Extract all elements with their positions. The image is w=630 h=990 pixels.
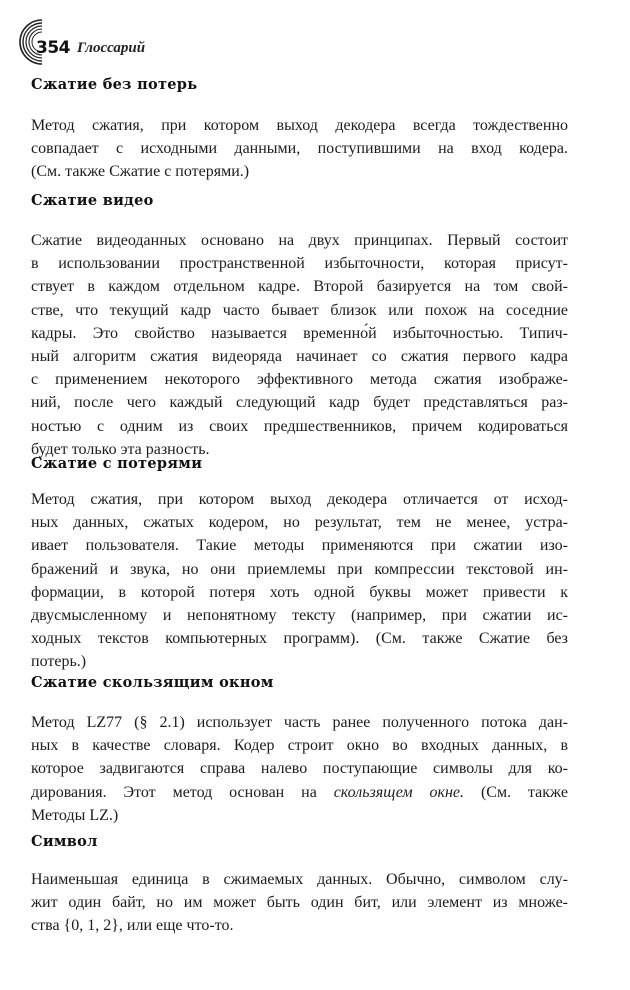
definition-line: (См. также Сжатие с потерями.) — [31, 163, 250, 181]
definition-line: Метод LZ77 (§ 2.1) использует часть ранее полученного потока дан- — [31, 714, 568, 731]
glossary-term: Сжатие без потерь — [31, 76, 198, 93]
definition-line: Наименьшая единица в сжимаемых данных. Обычно, символом слу- — [31, 871, 568, 888]
running-title: Глоссарий — [77, 40, 146, 56]
glossary-definition — [31, 114, 568, 184]
glossary-definition — [31, 488, 568, 674]
glossary-definition — [31, 868, 568, 938]
definition-text: (См. также — [464, 783, 568, 801]
glossary-term: Сжатие с потерями — [31, 455, 203, 472]
definition-line: Метод сжатия, при котором выход декодера отличается от исход- — [31, 491, 568, 508]
definition-line: потерь.) — [31, 653, 87, 671]
definition-line: будет только эта разность. — [31, 440, 210, 458]
definition-line: ствует в каждом отдельном кадре. Второй базируется на том свой- — [31, 278, 568, 296]
definition-line: формации, в которой потеря хоть одной буквы может привести к — [31, 583, 568, 601]
definition-line: жит один байт, но им может быть один бит, или элемент из множе- — [31, 894, 568, 912]
running-head — [12, 14, 612, 68]
page-number: 354 — [36, 38, 70, 58]
definition-line: ний, после чего каждый следующий кадр будет представляться раз- — [31, 394, 568, 412]
definition-line: в использовании пространственной избыточности, которая присут- — [31, 255, 568, 273]
definition-line: Сжатие видеоданных основано на двух принципах. Первый состоит — [31, 232, 568, 249]
definition-line: совпадает с исходными данными, поступившими на вход кодера. — [31, 140, 568, 158]
definition-line: ностью с одним из своих предшественников, причем кодироваться — [31, 417, 568, 435]
definition-line-with-emphasis — [31, 781, 568, 804]
glossary-term: Символ — [31, 833, 98, 850]
emphasized-term: скользящем окне. — [333, 783, 465, 801]
definition-line: которое задвигаются справа налево поступающие символы для ко- — [31, 760, 568, 778]
definition-line: ный алгоритм сжатия видеоряда начинает со сжатия первого кадра — [31, 347, 568, 365]
definition-line: ных данных, сжатых кодером, но результат, тем не менее, устра- — [31, 514, 568, 532]
definition-text: дирования. Этот метод основан на — [31, 783, 334, 801]
definition-line: ства {0, 1, 2}, или еще что-то. — [31, 917, 234, 935]
definition-line: двусмысленному и непонятному тексту (например, при сжатии ис- — [31, 606, 568, 624]
definition-line: Методы LZ.) — [31, 806, 119, 824]
definition-line: кадры. Это свойство называется временно́й избыточностью. Типич- — [31, 324, 568, 342]
definition-line: Метод сжатия, при котором выход декодера всегда тождественно — [31, 117, 568, 134]
definition-line: бражений и звука, но они приемлемы при компрессии текстовой ин- — [31, 560, 568, 578]
definition-line: ных в качестве словаря. Кодер строит окно во входных данных, в — [31, 737, 568, 755]
glossary-term: Сжатие видео — [31, 192, 154, 209]
definition-line: ходных текстов компьютерных программ). (См. также Сжатие без — [31, 630, 568, 648]
glossary-term: Сжатие скользящим окном — [31, 674, 274, 691]
definition-line: с применением некоторого эффективного метода сжатия изображе- — [31, 371, 568, 389]
glossary-definition — [31, 711, 568, 827]
definition-line: стве, что текущий кадр часто бывает близок или похож на соседние — [31, 301, 568, 319]
definition-line: ивает пользователя. Такие методы применяются при сжатии изо- — [31, 537, 568, 555]
glossary-definition — [31, 229, 568, 461]
